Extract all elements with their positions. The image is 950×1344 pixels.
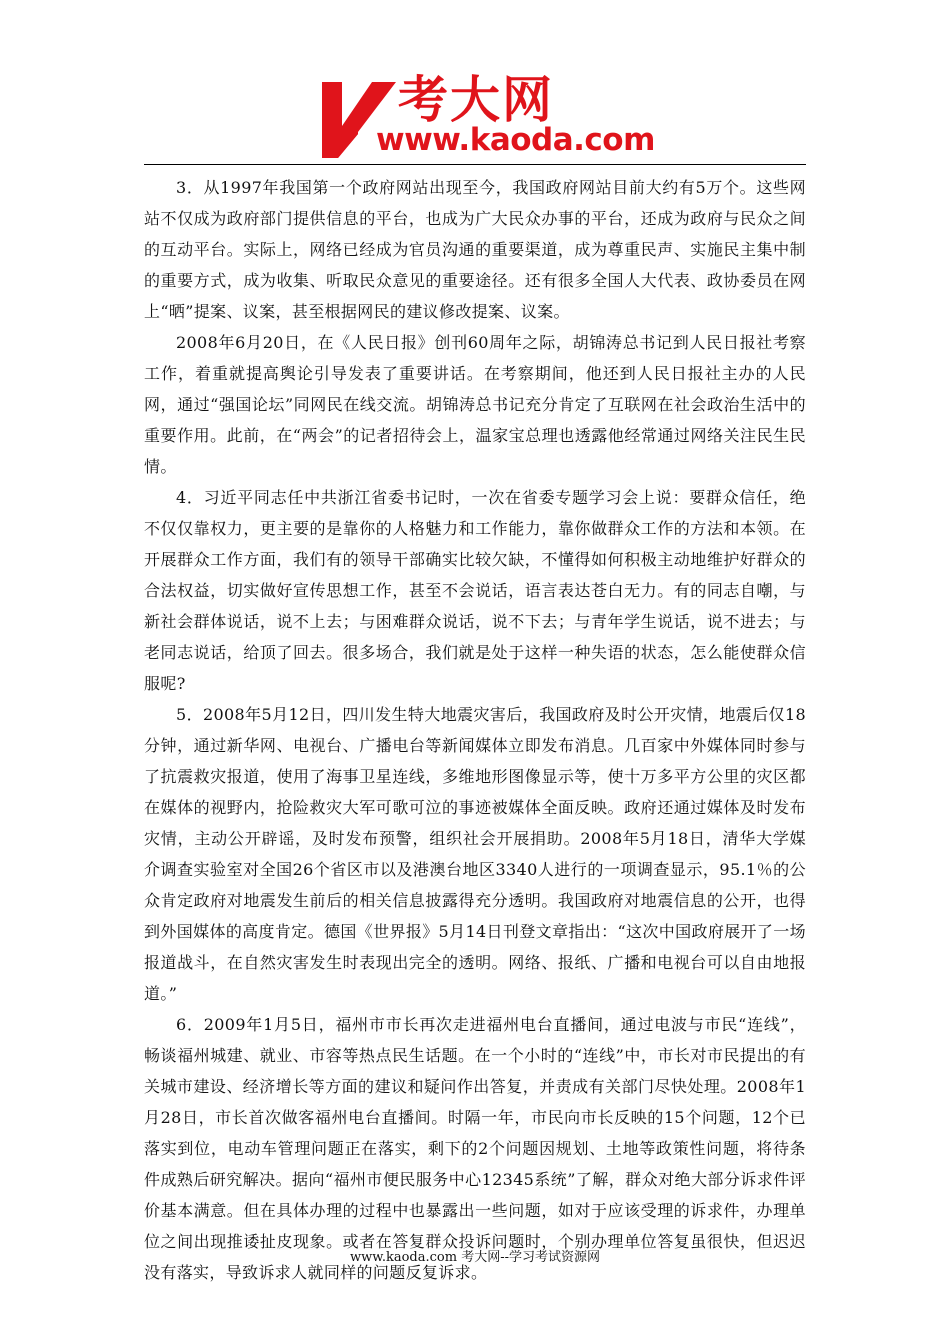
paragraph-item-3: 3．从1997年我国第一个政府网站出现至今，我国政府网站目前大约有5万个。这些网站不仅成为政府部门提供信息的平台，也成为广大民众办事的平台，还成为政府与民众之间的互动平台。实际上，网络已经成为官员沟通的重要渠道，成为尊重民声、实施民主集中制的重要方式，成为收集、听取民众意见的重要途径。还有很多全国人大代表、政协委员在网上“晒”提案、议案，甚至根据网民的建议修改提案、议案。 [144,178,806,321]
paragraph-item-6: 6．2009年1月5日，福州市市长再次走进福州电台直播间，通过电波与市民“连线”，畅谈福州城建、就业、市容等热点民生话题。在一个小时的“连线”中，市长对市民提出的有关城市建设、经济增长等方面的建议和疑问作出答复，并责成有关部门尽快处理。2008年1月28日，市长首次做客福州电台直播间。时隔一年，市民向市长反映的15个问题，12个已落实到位，电动车管理问题正在落实，剩下的2个问题因规划、土地等政策性问题，将待条件成熟后研究解决。据向“福州市便民服务中心12345系统”了解，群众对绝大部分诉求件评价基本满意。但在具体办理的过程中也暴露出一些问题，如对于应该受理的诉求件，办理单位之间出现推诿扯皮现象。或者在答复群众投诉问题时，个别办理单位答复虽很快，但迟迟没有落实，导致诉求人就同样的问题反复诉求。 [144,1015,806,1282]
logo-title: 考大网 [398,71,554,129]
logo-url: www.kaoda.com [376,122,655,158]
paragraph-item-3-continued: 2008年6月20日，在《人民日报》创刊60周年之际，胡锦涛总书记到人民日报社考察工作，着重就提高舆论引导发表了重要讲话。在考察期间，他还到人民日报社主办的人民网，通过“强国论坛”同网民在线交流。胡锦涛总书记充分肯定了互联网在社会政治生活中的重要作用。此前，在“两会”的记者招待会上，温家宝总理也透露他经常通过网络关注民生民情。 [144,333,806,476]
document-body [144,172,806,1288]
header-divider [144,164,806,165]
paragraph-item-5: 5．2008年5月12日，四川发生特大地震灾害后，我国政府及时公开灾情，地震后仅18分钟，通过新华网、电视台、广播电台等新闻媒体立即发布消息。几百家中外媒体同时参与了抗震救灾报道，使用了海事卫星连线，多维地形图像显示等，使十万多平方公里的灾区都在媒体的视野内，抢险救灾大军可歌可泣的事迹被媒体全面反映。政府还通过媒体及时发布灾情，主动公开辟谣，及时发布预警，组织社会开展捐助。2008年5月18日，清华大学媒介调查实验室对全国26个省区市以及港澳台地区3340人进行的一项调查显示，95.1％的公众肯定政府对地震发生前后的相关信息披露得充分透明。我国政府对地震信息的公开，也得到外国媒体的高度肯定。德国《世界报》5月14日刊登文章指出：“这次中国政府展开了一场报道战斗，在自然灾害发生时表现出完全的透明。网络、报纸、广播和电视台可以自由地报道。” [144,705,806,1003]
kaoda-logo [318,71,655,162]
page-footer: www.kaoda.com 考大网--学习考试资源网 [350,1250,600,1265]
paragraph-item-4: 4．习近平同志任中共浙江省委书记时，一次在省委专题学习会上说：要群众信任，绝不仅仅靠权力，更主要的是靠你的人格魅力和工作能力，靠你做群众工作的方法和本领。在开展群众工作方面，我们有的领导干部确实比较欠缺，不懂得如何积极主动地维护好群众的合法权益，切实做好宣传思想工作，甚至不会说话，语言表达苍白无力。有的同志自嘲，与新社会群体说话，说不上去；与困难群众说话，说不下去；与青年学生说话，说不进去；与老同志说话，给顶了回去。很多场合，我们就是处于这样一种失语的状态，怎么能使群众信服呢? [144,488,806,693]
